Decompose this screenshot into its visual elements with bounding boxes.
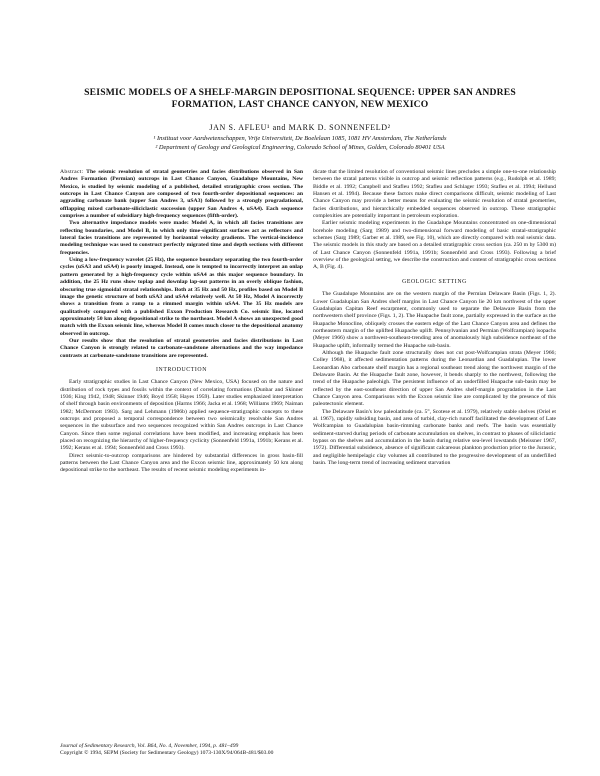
geologic-paragraph-1: The Guadalupe Mountains are on the western margin of the Permian Delaware Basin (Figs. 1, 2). Lower Guadalupian San Andres shelf margins in Last Chance Canyon lie 20 km northwest of the upper Guadalupian Capitan Reef escarpment, commonly used to separate the Delaware Basin from the northwestern shelf province (Figs. 1, 2). The Huapache fault zone, partially expressed in the surface as the Huapache Monocline, obliquely crosses the eastern edge of the Last Chance Canyon area and defines the northeastern margin of the uplifted Huapache uplift. Pennsylvanian and Permian (Wolfcampian) isopachs (Meyer 1966) show a northwest-southeast-trending area of anomalously high subsidence northeast of the Huapache uplift, informally termed the Huapache sub-basin. bbox=[313, 291, 556, 349]
affiliation-1: ¹ Instituut voor Aardwetenschappen, Vrije Universiteit, De Boelelaan 1085, 1081 HV Amsterdam, The Netherlands bbox=[153, 135, 447, 142]
geologic-paragraph-2: Although the Huapache fault zone structurally does not cut post-Wolfcampian strata (Meyer 1966; Colley 1968), it affected sedimentation patterns during the Leonardian and Guadalupian. The lower Leonardian Abo carbonate shelf margin has a regional southeast trend along the northwest margin of the Delaware Basin. At the Huapache fault zone, however, it bends sharply to the northwest, following the trend of the Huapache paleohigh. The persistent influence of an underfilled Huapache sub-basin may be reflected by the east-southeast direction of upper San Andres shelf-margin progradation in the Last Chance Canyon area. Comparisons with the Exxon seismic line are complicated by the presence of this paleotectonic element. bbox=[313, 349, 556, 408]
paper-title bbox=[60, 87, 540, 111]
abstract-paragraph-1 bbox=[60, 169, 303, 220]
geologic-setting-heading: GEOLOGIC SETTING bbox=[402, 278, 467, 285]
right-paragraph-1: dicate that the limited resolution of conventional seismic lines precludes a simple one-to-one relationship between the stratal patterns visible in outcrop and seismic reflection patterns (e.g., Rudolph et al. 1989; Biddle et al. 1992; Campbell and Stafleu 1992; Stafleu and Schlager 1993; Stafleu et al. 1994; Hellund Hansen et al. 1994). Because these factors make direct comparisons difficult, seismic modeling of Last Chance Canyon may provide a better means for evaluating the seismic resolution of stratal geometries, facies distributions, and hierarchically embedded sequences observed in outcrop. These stratigraphic complexities are potentially important in petroleum exploration. bbox=[313, 169, 556, 220]
introduction-paragraph-1: Early stratigraphic studies in Last Chance Canyon (New Mexico, USA) focused on the nature and distribution of rock types and fossils within the context of correlating formations (Dunbar and Skinner 1936; King 1942, 1948; Skinner 1946; Boyd 1958; Hayes 1959). Later studies emphasized interpretation of shelf through basin environments of deposition (Harms 1966; Jacka et al. 1968; Williams 1969; Naiman 1982; McDermott 1983). Sarg and Lehmann (1986b) applied sequence-stratigraphic concepts to these outcrops and proposed a temporal correspondence between two seismically resolvable San Andres sequences in the subsurface and two sequences recognized within San Andres outcrops in Last Chance Canyon. Since then some regional correlations have been modified, and increasing emphasis has been placed on recognizing the hierarchy of higher-frequency cyclicity (Sonnenfeld 1991a, 1991b; Kerans et al. 1992; Kerans et al. 1994; Sonnenfeld and Cross 1993). bbox=[60, 379, 303, 452]
journal-footer bbox=[60, 743, 390, 757]
abstract-paragraph-3: Using a low-frequency wavelet (25 Hz), the sequence boundary separating the two fourth-order cycles (uSA3 and uSA4) is poorly imaged. Instead, one is tempted to incorrectly interpret an onlap pattern generated by a high-frequency cycle within uSA4 as this major sequence boundary. In addition, the 25 Hz runs show toplap and downlap lap-out patterns in an overly oblique fashion, obscuring true sigmoidal stratal relationships. Both at 35 Hz and 50 Hz, profiles based on Model B image the genetic structure of both uSA3 and uSA4 relatively well. At 50 Hz, Model A incorrectly shows a transition from a ramp to a rimmed margin within uSA4. The 35 Hz models are qualitatively compared with a published Exxon Production Research Co. seismic line, located approximately 50 km along depositional strike to the northeast. Model A shows an unexpected good match with the Exxon seismic line, whereas Model B comes much closer to the depositional anatomy observed in outcrop. bbox=[60, 257, 303, 337]
introduction-heading: INTRODUCTION bbox=[156, 366, 207, 373]
abstract-paragraph-4: Our results show that the resolution of stratal geometries and facies distributions in Last Chance Canyon is strongly related to carbonate-sandstone alternations and the way impedance contrasts at carbonate-sandstone transitions are represented. bbox=[60, 337, 303, 359]
geologic-paragraph-3: The Delaware Basin's low paleolatitude (ca. 5°, Scotese et al. 1979), relatively stable shelves (Oriel et al. 1967), rapidly subsiding basin, and area of turbid, clay-rich runoff facilitated the development of Late Wolfcampian to Guadalupian basin-rimming carbonate banks and reefs. The basin was essentially sediment-starved during periods of carbonate accumulation on shelves, in contrast to phases of siliciclastic bypass on the shelves and accumulation in the basin during relative sea-level lowstands (Meissner 1967, 1972). Differential subsidence, absence of significant calcareous plankton production prior to the Jurassic, and negligible hemipelagic clay volumes all contributed to the progressive development of an underfilled basin. The long-term trend of increasing sediment starvation bbox=[313, 408, 556, 467]
left-column bbox=[60, 169, 303, 475]
abstract-label: Abstract: bbox=[60, 169, 84, 175]
affiliations bbox=[60, 134, 540, 152]
affiliation-2: ² Department of Geology and Geological Engineering, Colorado School of Mines, Golden, Colorado 80401 USA bbox=[155, 144, 445, 151]
author-line: JAN S. AFLEU¹ and MARK D. SONNENFELD² bbox=[209, 123, 391, 132]
abstract-paragraph-2: Two alternative impedance models were made: Model A, in which all facies transitions are reflecting boundaries, and Model B, in which only time-significant surfaces act as reflectors and lateral facies transitions are represented by horizontal velocity gradients. The vertical-incidence modeling technique was used to construct perfectly migrated time and depth sections with different frequencies. bbox=[60, 220, 303, 256]
abstract-text-1: The seismic resolution of stratal geometries and facies distributions observed in San Andres Formation (Permian) outcrops in Last Chance Canyon, Guadalupe Mountains, New Mexico, is studied by seismic modeling of a published, detailed stratigraphic cross section. The outcrops in Last Chance Canyon are composed of two fourth-order depositional sequences: an aggrading carbonate bank (upper San Andres 3, uSA3) followed by a strongly progradational, offlapping mixed carbonate-siliciclastic succession (upper San Andres 4, uSA4). Each sequence comprises a number of subsidiary high-frequency sequences (fifth-order). bbox=[60, 169, 303, 220]
right-column bbox=[313, 169, 556, 467]
right-paragraph-2: Earlier seismic modeling experiments in the Guadalupe Mountains concentrated on one-dimensional borehole modeling (Sarg 1989) and two-dimensional forward modeling of basic stratal-stratigraphic schemes (Sarg 1989; Garber et al. 1989, see Fig. 10), which are directly compared with real seismic data. The seismic models in this study are based on a detailed stratigraphic cross section (ca. 250 m by 5300 m) of Last Chance Canyon (Sonnenfeld 1991a, 1991b; Sonnenfeld and Cross 1993). Following a brief overview of the geological setting, we describe the construction and content of stratigraphic cross sections A, B (Fig. 4). bbox=[313, 220, 556, 271]
footer-citation: Journal of Sedimentary Research, Vol. B64, No. 4, November, 1994, p. 481–499 bbox=[60, 743, 239, 749]
paper-title-line-1: SEISMIC MODELS OF A SHELF-MARGIN DEPOSITIONAL SEQUENCE: UPPER SAN ANDRES bbox=[84, 87, 516, 98]
abstract bbox=[60, 169, 303, 360]
introduction-paragraph-2: Direct seismic-to-outcrop comparisons are hindered by substantial differences in gross basin-fill patterns between the Last Chance Canyon area and the Exxon seismic line, approximately 50 km along depositional strike to the northeast. The results of recent seismic modeling experiments in- bbox=[60, 452, 303, 474]
paper-title-line-2: FORMATION, LAST CHANCE CANYON, NEW MEXICO bbox=[171, 99, 429, 110]
footer-copyright: Copyright © 1994, SEPM (Society for Sedimentary Geology) 1073-130X/94/064B-481/$03.00 bbox=[60, 750, 274, 756]
